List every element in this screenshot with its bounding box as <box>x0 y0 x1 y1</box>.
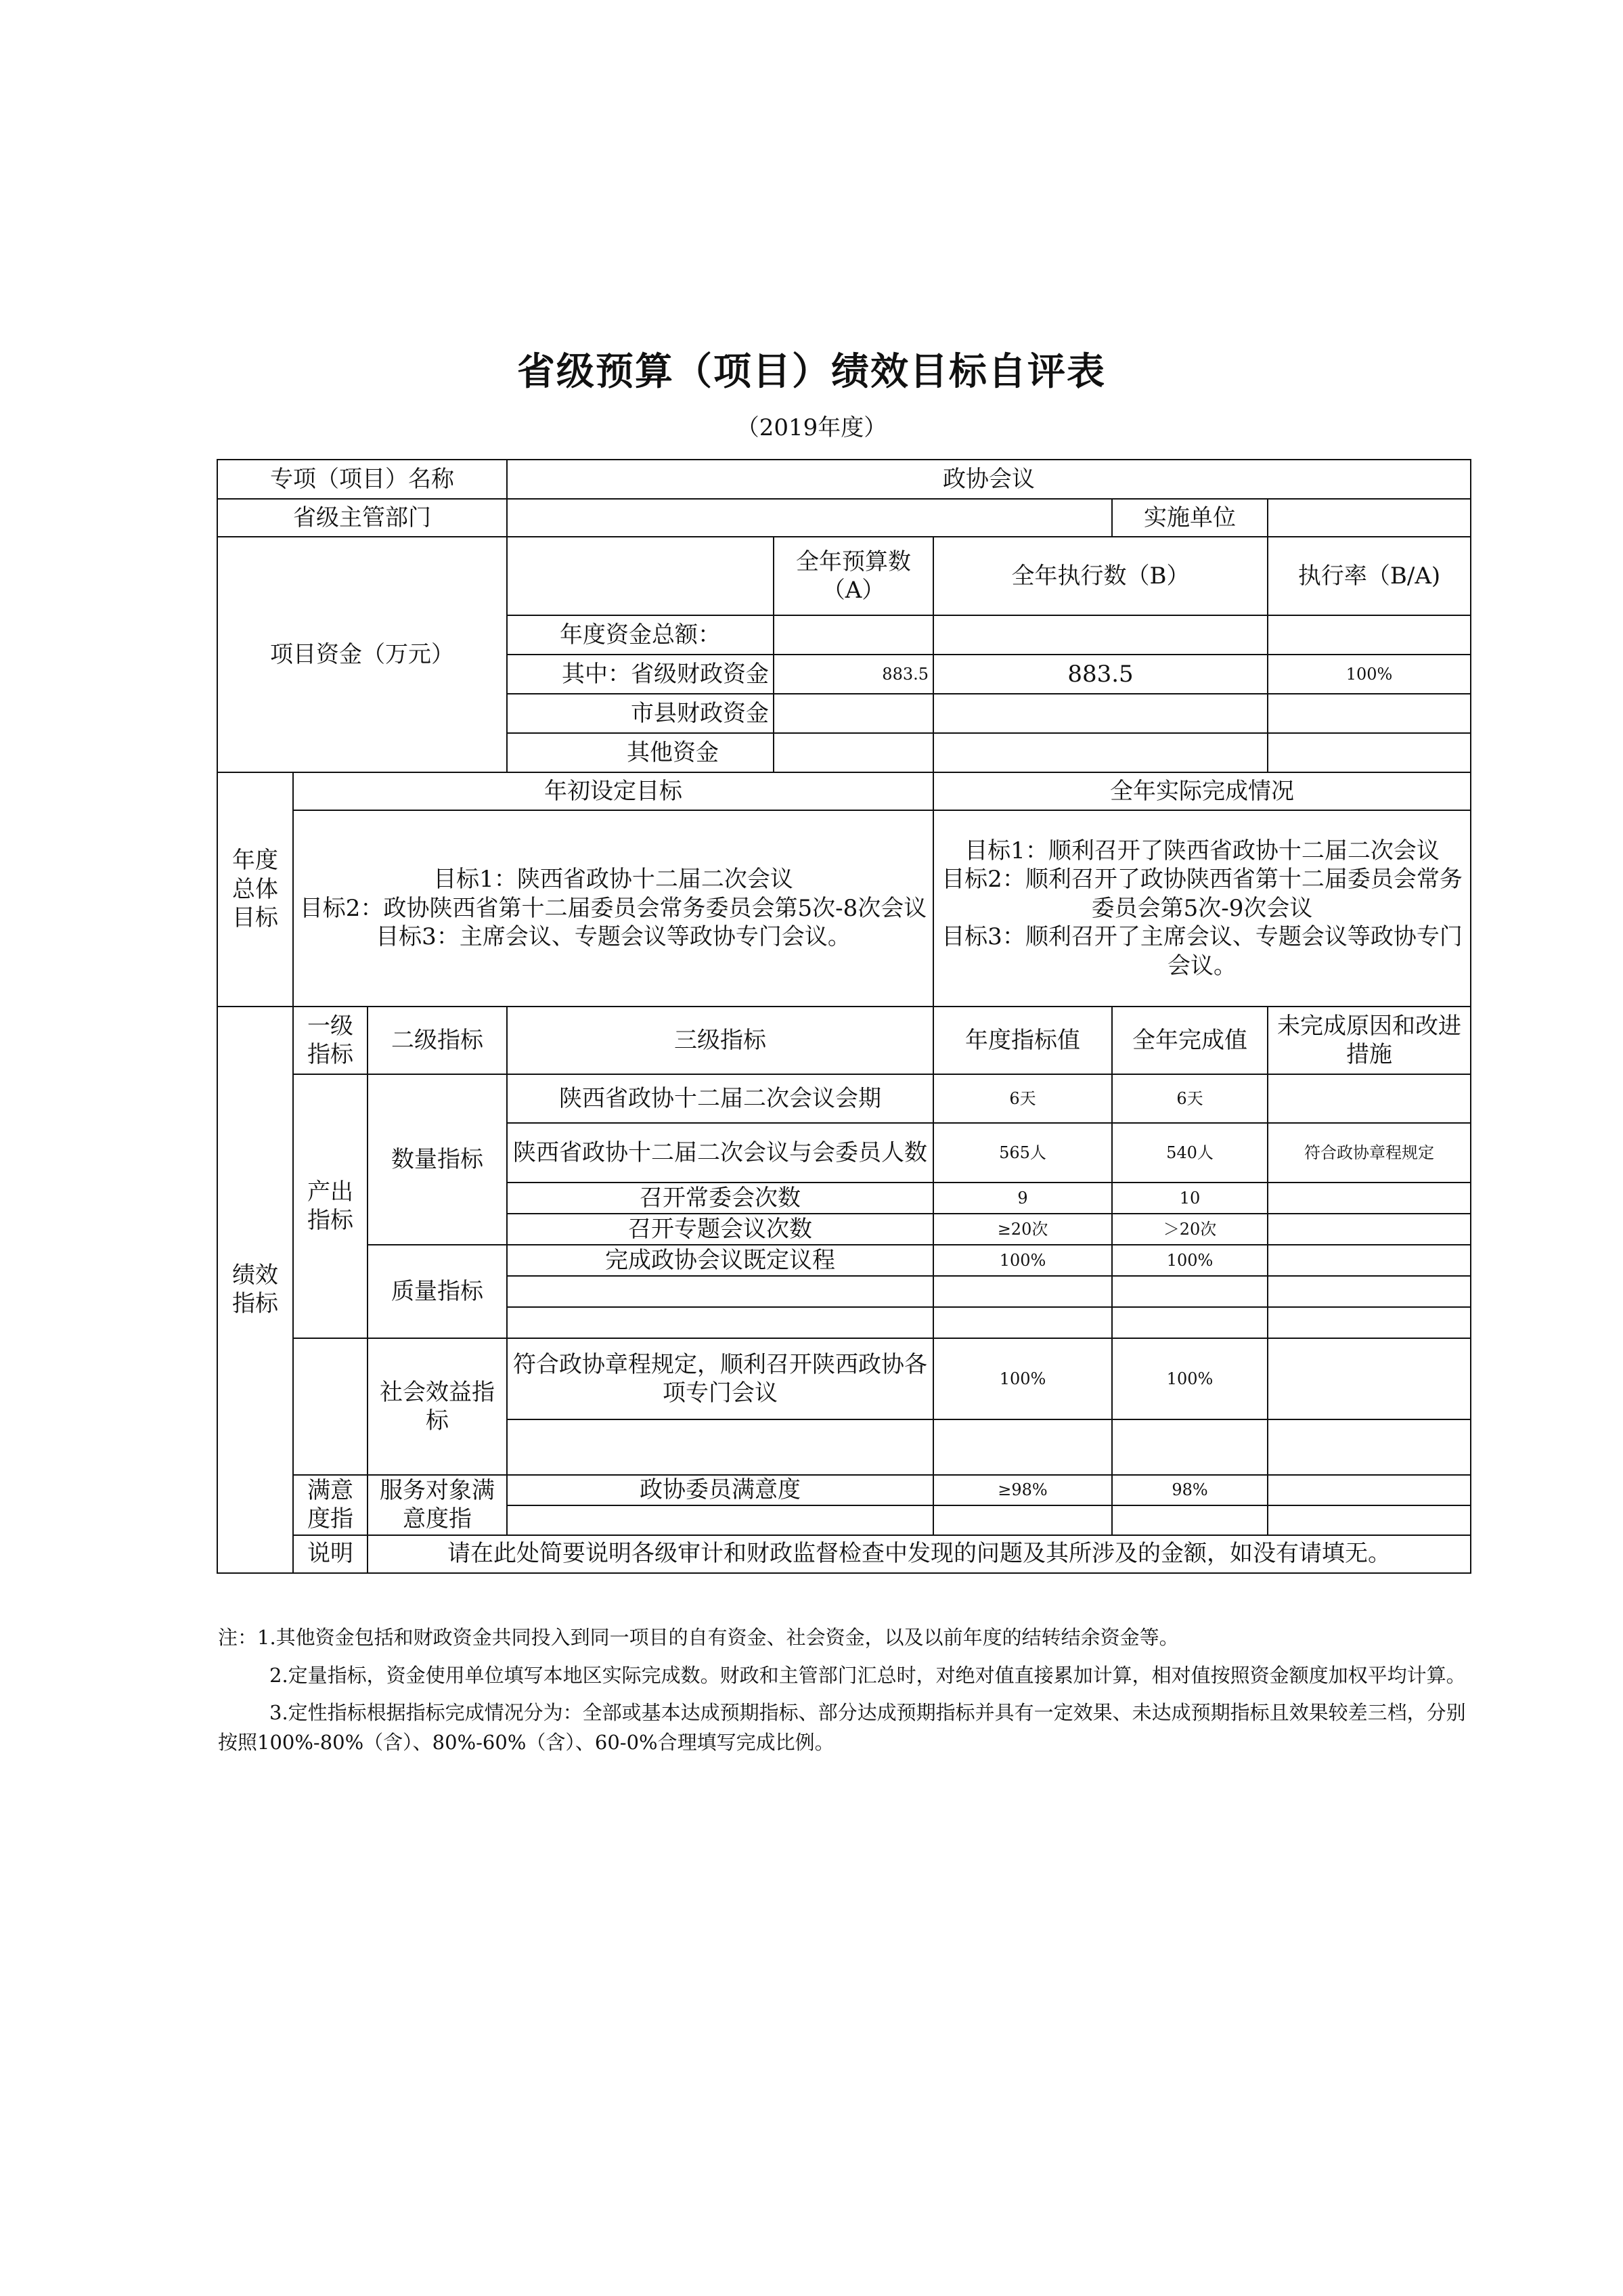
indicator-name: 陕西省政协十二届二次会议与会委员人数 <box>507 1123 933 1183</box>
level3-header: 三级指标 <box>507 1007 933 1074</box>
goals-label: 年度总体目标 <box>217 772 293 1007</box>
indicator-target: ≥20次 <box>933 1214 1112 1245</box>
indicator-actual <box>1112 1276 1268 1307</box>
project-name-label: 专项（项目）名称 <box>217 460 507 499</box>
indicator-actual <box>1112 1505 1268 1535</box>
footnote-item: 3.定性指标根据指标完成情况分为：全部或基本达成预期指标、部分达成预期指标并具有一定效果、未达成预期指标且效果较差三档，分别按照100%-80%（含）、80%-60%（含）、60-0%合理填写完成比例。 <box>218 1701 1466 1754</box>
funds-row-rate <box>1268 694 1471 733</box>
indicator-target: 100% <box>933 1245 1112 1276</box>
funds-row-budget <box>774 615 933 655</box>
funds-row-exec <box>933 615 1268 655</box>
indicator-name <box>507 1419 933 1475</box>
indicator-actual: 540人 <box>1112 1123 1268 1183</box>
level2-header: 二级指标 <box>368 1007 507 1074</box>
indicator-target <box>933 1276 1112 1307</box>
footnote-item: 注：1.其他资金包括和财政资金共同投入到同一项目的自有资金、社会资金，以及以前年度的结转结余资金等。 <box>218 1626 1179 1649</box>
unit-value <box>1268 499 1471 537</box>
footnote-item: 2.定量指标，资金使用单位填写本地区实际完成数。财政和主管部门汇总时，对绝对值直接累加计算，相对值按照资金额度加权平均计算。 <box>269 1663 1466 1687</box>
indicator-name <box>507 1276 933 1307</box>
project-name-value: 政协会议 <box>507 460 1471 499</box>
indicator-name: 完成政协会议既定议程 <box>507 1245 933 1276</box>
funds-row-exec <box>933 694 1268 733</box>
indicator-reason <box>1268 1475 1471 1505</box>
indicator-actual <box>1112 1419 1268 1475</box>
funds-row-rate <box>1268 733 1471 772</box>
col-exec-header: 全年执行数（B） <box>933 537 1268 615</box>
indicators-label: 绩效指标 <box>217 1007 293 1573</box>
indicator-target: 565人 <box>933 1123 1112 1183</box>
indicator-name: 召开专题会议次数 <box>507 1214 933 1245</box>
funds-row-budget <box>774 694 933 733</box>
indicator-target <box>933 1307 1112 1338</box>
indicator-reason: 符合政协章程规定 <box>1268 1123 1471 1183</box>
year-subtitle: （2019年度） <box>736 414 887 441</box>
indicator-reason <box>1268 1214 1471 1245</box>
indicator-target: 9 <box>933 1183 1112 1214</box>
planned-goal-item: 目标3：主席会议、专题会议等政协专门会议。 <box>376 923 851 951</box>
funds-row-label: 其他资金 <box>507 733 774 772</box>
indicator-reason <box>1268 1419 1471 1475</box>
dept-label: 省级主管部门 <box>217 499 507 537</box>
indicator-actual: 100% <box>1112 1245 1268 1276</box>
funds-row-label: 市县财政资金 <box>507 694 774 733</box>
indicator-target: 100% <box>933 1338 1112 1419</box>
actual-goal-item: 目标3：顺利召开了主席会议、专题会议等政协专门会议。 <box>941 923 1463 979</box>
remark-label: 说明 <box>293 1535 368 1573</box>
actual-goal-item: 目标1：顺利召开了陕西省政协十二届二次会议 <box>964 837 1440 864</box>
quality-indicator-label: 质量指标 <box>368 1245 507 1338</box>
effect-indicator-label <box>293 1338 368 1475</box>
planned-goals <box>293 810 933 1007</box>
reason-header: 未完成原因和改进措施 <box>1268 1007 1471 1074</box>
actual-goals <box>933 810 1471 1007</box>
funds-row-label: 其中：省级财政资金 <box>507 655 774 694</box>
indicator-actual: 6天 <box>1112 1074 1268 1123</box>
indicator-actual: 100% <box>1112 1338 1268 1419</box>
satisfaction-indicator-label: 满意度指 <box>293 1475 368 1535</box>
actual-header: 全年完成值 <box>1112 1007 1268 1074</box>
indicator-reason <box>1268 1276 1471 1307</box>
actual-goal-item: 目标2：顺利召开了政协陕西省第十二届委员会常务委员会第5次-9次会议 <box>941 866 1463 922</box>
actual-goals-header: 全年实际完成情况 <box>933 772 1471 810</box>
service-satisfaction-label: 服务对象满意度指 <box>368 1475 507 1535</box>
quantity-indicator-label: 数量指标 <box>368 1074 507 1245</box>
funds-blank-header <box>507 537 774 615</box>
funds-row-label: 年度资金总额： <box>507 615 774 655</box>
indicator-target: 6天 <box>933 1074 1112 1123</box>
indicator-reason <box>1268 1074 1471 1123</box>
indicator-name <box>507 1505 933 1535</box>
indicator-reason <box>1268 1307 1471 1338</box>
output-indicator-label: 产出指标 <box>293 1074 368 1338</box>
col-budget-header: 全年预算数（A） <box>774 537 933 615</box>
remark-text: 请在此处简要说明各级审计和财政监督检查中发现的问题及其所涉及的金额，如没有请填无。 <box>368 1535 1471 1573</box>
indicator-actual: 98% <box>1112 1475 1268 1505</box>
funds-label: 项目资金（万元） <box>217 537 507 772</box>
unit-label: 实施单位 <box>1112 499 1268 537</box>
funds-row-rate <box>1268 615 1471 655</box>
funds-row-exec: 883.5 <box>933 655 1268 694</box>
indicator-name: 符合政协章程规定，顺利召开陕西政协各项专门会议 <box>507 1338 933 1419</box>
planned-goal-item: 目标1：陕西省政协十二届二次会议 <box>433 866 793 893</box>
indicator-reason <box>1268 1338 1471 1419</box>
funds-row-exec <box>933 733 1268 772</box>
social-indicator-label: 社会效益指标 <box>368 1338 507 1475</box>
dept-value <box>507 499 1112 537</box>
indicator-reason <box>1268 1183 1471 1214</box>
indicator-name: 陕西省政协十二届二次会议会期 <box>507 1074 933 1123</box>
evaluation-form-table <box>217 459 1471 1574</box>
funds-row-budget <box>774 733 933 772</box>
indicator-target <box>933 1419 1112 1475</box>
indicator-actual <box>1112 1307 1268 1338</box>
indicator-name: 召开常委会次数 <box>507 1183 933 1214</box>
target-header: 年度指标值 <box>933 1007 1112 1074</box>
col-rate-header: 执行率（B/A) <box>1268 537 1471 615</box>
indicator-actual: 10 <box>1112 1183 1268 1214</box>
indicator-target <box>933 1505 1112 1535</box>
indicator-name: 政协委员满意度 <box>507 1475 933 1505</box>
page-title: 省级预算（项目）绩效目标自评表 <box>517 350 1106 394</box>
planned-goal-item: 目标2：政协陕西省第十二届委员会常务委员会第5次-8次会议 <box>299 894 927 922</box>
indicator-actual: ＞20次 <box>1112 1214 1268 1245</box>
indicator-target: ≥98% <box>933 1475 1112 1505</box>
footnotes <box>218 1623 1470 1765</box>
planned-goals-header: 年初设定目标 <box>293 772 933 810</box>
indicator-reason <box>1268 1505 1471 1535</box>
indicator-name <box>507 1307 933 1338</box>
funds-row-rate: 100% <box>1268 655 1471 694</box>
level1-header: 一级指标 <box>293 1007 368 1074</box>
indicator-reason <box>1268 1245 1471 1276</box>
funds-row-budget: 883.5 <box>774 655 933 694</box>
